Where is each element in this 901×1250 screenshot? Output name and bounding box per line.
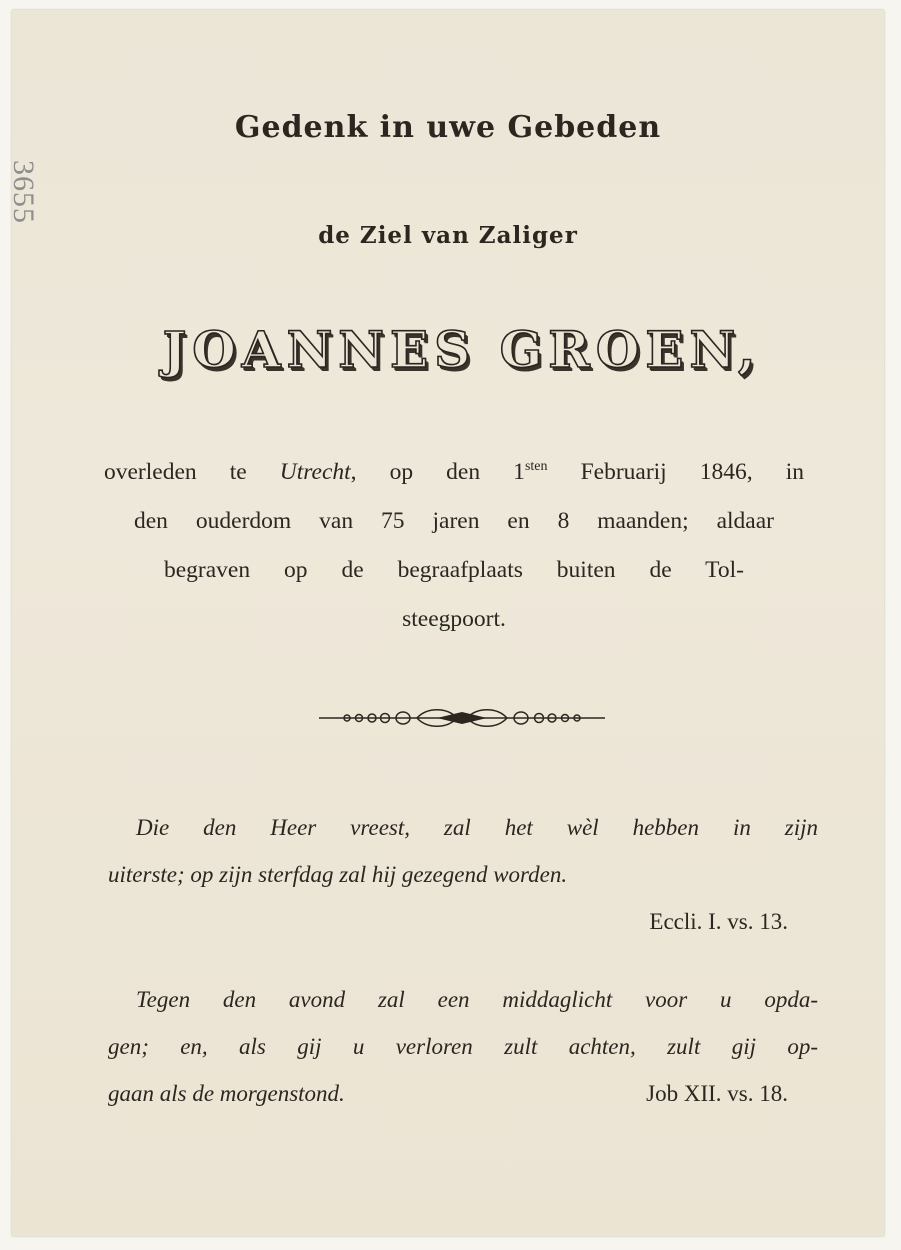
verse-2-line-3 — [108, 1070, 818, 1117]
verse-2-line-2: gen; en, als gij u verloren zult achten, zult gij op- — [108, 1034, 818, 1059]
verse-2-line-1: Tegen den avond zal een middaglicht voor u opda- — [136, 987, 818, 1012]
verse-1 — [108, 804, 818, 945]
obituary-line-4: steegpoort. — [402, 606, 506, 632]
ordinal-suffix: sten — [524, 459, 548, 474]
obituary-text-part: Februarij 1846, in — [547, 459, 804, 485]
obituary-text-part: overleden te — [104, 459, 280, 485]
verse-2 — [108, 976, 818, 1117]
verse-2-line-3-text: gaan als de morgenstond. — [108, 1081, 345, 1106]
obituary-line-1 — [104, 442, 804, 497]
verse-1-line-1: Die den Heer vreest, zal het wèl hebben in zijn — [136, 815, 818, 840]
archive-number: 3655 — [7, 160, 40, 224]
heading: Gedenk in uwe Gebeden — [234, 110, 662, 145]
obituary-text — [104, 442, 804, 644]
prayer-card — [7, 10, 884, 1236]
place-name: Utrecht — [279, 459, 351, 485]
verse-1-line-2: uiterste; op zijn sterfdag zal hij gezegend worden. — [108, 862, 568, 887]
ornament-divider — [317, 703, 607, 733]
obituary-line-2: den ouderdom van 75 jaren en 8 maanden; aldaar — [134, 508, 774, 534]
subheading: de Ziel van Zaliger — [318, 222, 578, 249]
verse-2-reference: Job XII. vs. 18. — [646, 1081, 788, 1106]
obituary-text-part: , op den 1 — [350, 459, 525, 485]
deceased-name: JOANNES GROEN, — [162, 320, 762, 379]
obituary-line-3: begraven op de begraafplaats buiten de Tol- — [164, 557, 744, 583]
verse-1-reference: Eccli. I. vs. 13. — [649, 909, 788, 934]
